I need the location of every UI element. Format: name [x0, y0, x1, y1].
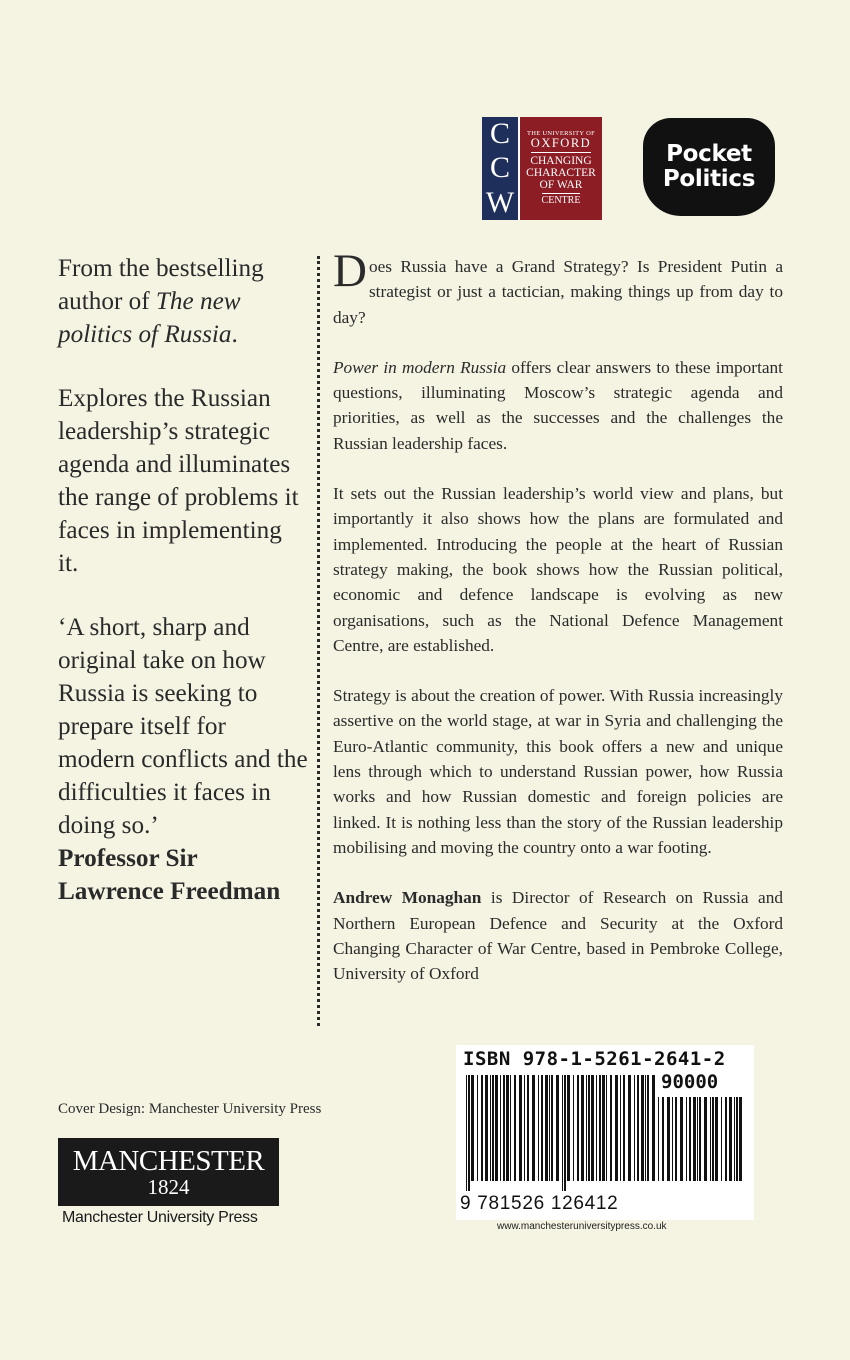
barcode-bar: [689, 1097, 691, 1181]
barcode-bar: [647, 1075, 649, 1181]
barcode-bar: [725, 1097, 727, 1181]
barcode-bar: [510, 1075, 511, 1181]
author-bio: [333, 885, 783, 986]
barcode-bar: [697, 1097, 698, 1181]
barcode-bar: [680, 1097, 683, 1181]
ccw-oxford: OXFORD: [531, 137, 591, 153]
barcode-bar: [549, 1075, 550, 1181]
barcode-bar: [514, 1075, 516, 1181]
description-paragraph-2: [333, 355, 783, 456]
ccw-letters: [482, 117, 518, 220]
barcode-bar: [686, 1097, 687, 1181]
barcode-bar: [641, 1075, 644, 1181]
barcode-bar: [532, 1075, 535, 1181]
endorsement-quote: [58, 611, 308, 908]
barcode-bar: [699, 1097, 701, 1181]
barcode-bar: [739, 1097, 742, 1181]
price-addon-code: 90000: [661, 1071, 719, 1093]
ccw-line: CHANGING: [530, 155, 592, 168]
publisher-name: Manchester University Press: [62, 1209, 258, 1226]
dotted-divider: [317, 256, 320, 1026]
author-name: Andrew Monaghan: [333, 888, 482, 908]
ccw-text-block: [520, 117, 602, 220]
barcode-bar: [623, 1075, 625, 1181]
cover-design-credit: Cover Design: Manchester University Press: [58, 1101, 322, 1117]
barcode-bar: [693, 1097, 696, 1181]
manchester-logo-name: MANCHESTER: [72, 1145, 265, 1177]
paragraph-text: offers clear answers to these important questions, illuminating Moscow’s strategic agenda and priorities, as well as the successes and the challenges the Russian leadership faces.: [333, 357, 783, 453]
description-paragraph-4: Strategy is about the creation of power. With Russia increasingly assertive on the world stage, at war in Syria and challenging the Euro-Atlantic community, this book offers a new and unique lens through which to understand Russian power, how Russia works and how Russian domestic and foreign policies are linked. It is nothing less than the story of the Russian leadership mobilising and moving the country onto a war footing.: [333, 686, 783, 857]
previous-book-title: The new politics of Russia: [58, 288, 241, 348]
barcode-digits: 9 781526 126412: [460, 1193, 619, 1214]
barcode-bar: [524, 1075, 525, 1181]
ccw-letter: W: [485, 185, 515, 219]
description-paragraph-3: It sets out the Russian leadership’s world view and plans, but importantly it also shows how the plans are formulated and implemented. Introducing the people at the heart of Russian strategy making, the book shows how the Russian political, economic and defence landscape is evolving as new organisations, such as the National Defence Management Centre, are established.: [333, 484, 783, 655]
pocket-politics-logo: [643, 118, 775, 216]
barcode-bar: [628, 1075, 631, 1181]
isbn-number: ISBN 978-1-5261-2641-2: [463, 1048, 726, 1070]
barcode-bar: [503, 1075, 505, 1181]
barcode-bar: [591, 1075, 594, 1181]
barcode-bar: [675, 1097, 677, 1181]
pocket-logo-line2: Politics: [662, 166, 756, 192]
barcode-bar: [468, 1075, 470, 1191]
blurb-period: .: [231, 321, 238, 348]
barcode-bar: [564, 1075, 566, 1191]
drop-cap: D: [333, 245, 367, 297]
barcode-bars: [466, 1075, 656, 1191]
barcode-bar: [652, 1075, 655, 1181]
barcode-bar: [573, 1075, 574, 1181]
barcode-bar: [658, 1097, 659, 1181]
barcode-bar: [545, 1075, 548, 1181]
barcode-bar: [500, 1075, 501, 1181]
addon-barcode-bars: [658, 1097, 746, 1191]
barcode-bar: [704, 1097, 707, 1181]
barcode-bar: [556, 1075, 559, 1181]
barcode-bar: [599, 1075, 601, 1181]
barcode-bar: [606, 1075, 607, 1181]
barcode-bar: [481, 1075, 483, 1181]
ccw-line: OF WAR: [539, 179, 583, 192]
barcode-bar: [581, 1075, 584, 1181]
barcode-bar: [672, 1097, 673, 1181]
pocket-logo-line1: Pocket: [666, 141, 752, 168]
barcode-bar: [620, 1075, 621, 1181]
barcode-bar: [662, 1097, 664, 1181]
quote-author-line1: Professor Sir: [58, 845, 198, 872]
barcode-bar: [562, 1075, 563, 1191]
manchester-logo-year: 1824: [147, 1175, 190, 1199]
barcode-bar: [466, 1075, 467, 1191]
blurb-text: From the bestselling author of: [58, 255, 264, 315]
manchester-logo: [58, 1138, 279, 1206]
barcode-bar: [645, 1075, 646, 1181]
barcode-bar: [615, 1075, 618, 1181]
barcode-bar: [596, 1075, 597, 1181]
ccw-letter: C: [489, 151, 510, 185]
barcode-bar: [492, 1075, 494, 1181]
barcode-bar: [495, 1075, 498, 1181]
barcode-bar: [519, 1075, 522, 1181]
left-column: [58, 252, 308, 939]
barcode-bar: [634, 1075, 635, 1181]
bestselling-blurb: [58, 252, 308, 351]
barcode-bar: [538, 1075, 539, 1181]
barcode-bar: [721, 1097, 722, 1181]
author-bio-text: is Director of Research on Russia and Northern European Defence and Security at the Oxford Changing Character of War Centre, based in Pembroke College, University of Oxford: [333, 888, 783, 984]
barcode-bar: [577, 1075, 579, 1181]
barcode-bar: [506, 1075, 509, 1181]
barcode-bar: [637, 1075, 639, 1181]
barcode-bar: [710, 1097, 711, 1181]
barcode-bar: [586, 1075, 587, 1181]
barcode-bar: [567, 1075, 570, 1181]
ccw-line: CHARACTER: [526, 167, 596, 180]
paragraph-text: oes Russia have a Grand Strategy? Is President Putin a strategist or just a tactician, making things up from day to day?: [333, 257, 783, 327]
ccw-centre: CENTRE: [541, 195, 581, 207]
barcode-bar: [551, 1075, 553, 1181]
barcode-bar: [588, 1075, 590, 1181]
right-column: [333, 245, 783, 1011]
ccw-logo: [482, 117, 602, 220]
ccw-university-of: THE UNIVERSITY OF: [526, 129, 596, 137]
isbn-barcode: [456, 1045, 754, 1220]
book-title: Power in modern Russia: [333, 357, 507, 377]
barcode-bar: [602, 1075, 605, 1181]
publisher-website: www.manchesteruniversitypress.co.uk: [497, 1221, 667, 1232]
barcode-bar: [734, 1097, 735, 1181]
description-paragraph-1: [333, 245, 783, 330]
barcode-bar: [541, 1075, 543, 1181]
barcode-bar: [610, 1075, 612, 1181]
barcode-bar: [712, 1097, 714, 1181]
quote-author-line2: Lawrence Freedman: [58, 878, 281, 905]
barcode-bar: [736, 1097, 738, 1181]
ccw-letter: C: [489, 117, 510, 151]
barcode-bar: [715, 1097, 718, 1181]
barcode-bar: [477, 1075, 478, 1181]
barcode-bar: [471, 1075, 474, 1181]
explores-blurb: Explores the Russian leadership’s strategic agenda and illuminates the range of problems it faces in implementing it.: [58, 385, 299, 577]
barcode-bar: [527, 1075, 529, 1181]
barcode-bar: [490, 1075, 491, 1181]
barcode-bar: [667, 1097, 670, 1181]
barcode-bar: [485, 1075, 488, 1181]
barcode-bar: [729, 1097, 732, 1181]
quote-text: ‘A short, sharp and original take on how Russia is seeking to prepare itself for modern conflicts and the difficulties it faces in doing so.’: [58, 614, 308, 839]
